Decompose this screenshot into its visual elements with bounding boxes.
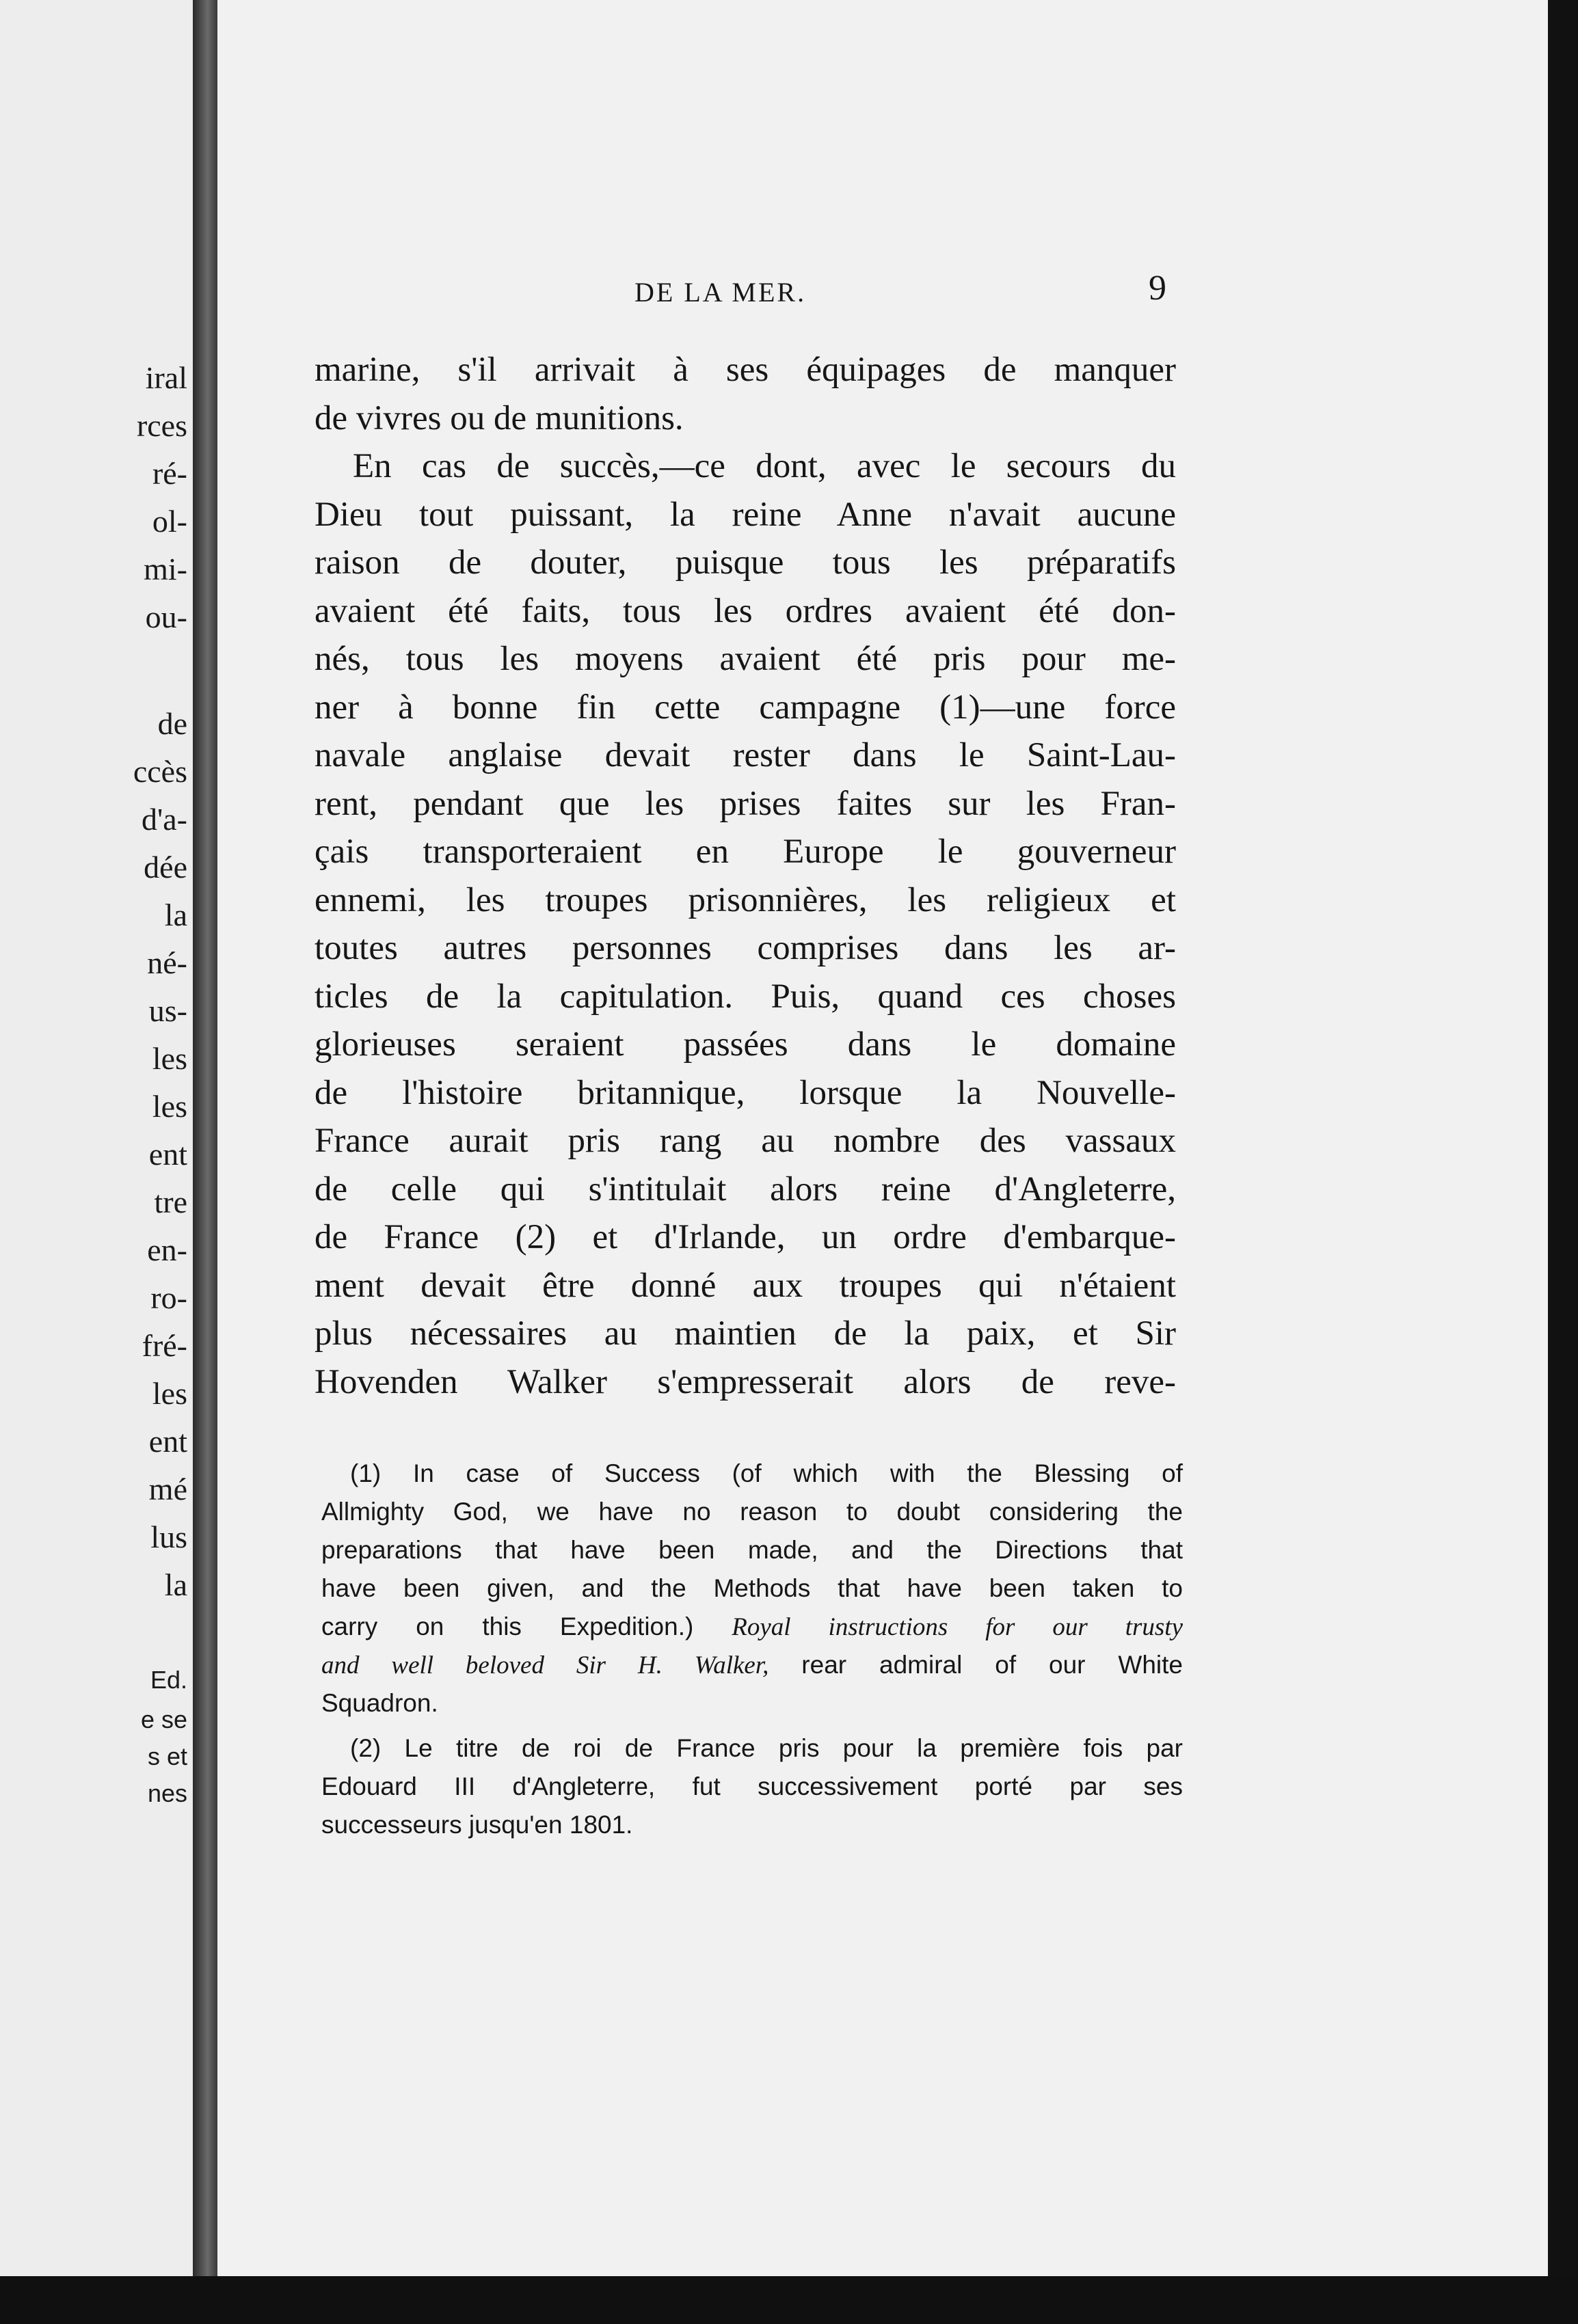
left-fragment: les xyxy=(152,1089,187,1124)
left-fragment: ro- xyxy=(150,1280,187,1315)
text-line: de France (2) et d'Irlande, un ordre d'embarque- xyxy=(315,1218,1176,1256)
text-line: ment devait être donné aux troupes qui n'étaient xyxy=(315,1266,1176,1305)
footnotes xyxy=(321,1455,1183,1844)
page-number: 9 xyxy=(1149,269,1166,308)
footnote-1-line: preparations that have been made, and the Directions that xyxy=(321,1536,1183,1564)
left-fragment: d'a- xyxy=(141,802,187,837)
left-footnote-fragment: nes xyxy=(147,1779,187,1807)
footnote-1-line: Squadron. xyxy=(321,1689,438,1717)
left-fragment: la xyxy=(164,1567,187,1602)
previous-page-fragment xyxy=(0,0,193,2276)
left-fragment: ré- xyxy=(152,456,187,491)
left-fragment: ol- xyxy=(152,504,187,539)
text-line: En cas de succès,—ce dont, avec le secours du xyxy=(353,447,1176,485)
footnote-1-source-title: and well beloved Sir H. Walker, xyxy=(321,1651,769,1679)
left-fragment: tre xyxy=(154,1185,187,1219)
text-line: Dieu tout puissant, la reine Anne n'avait aucune xyxy=(315,495,1176,534)
left-fragment: ent xyxy=(148,1137,187,1172)
left-footnote-fragment: e se xyxy=(140,1705,187,1733)
page-edge xyxy=(1548,0,1578,2324)
footnote-1-line xyxy=(321,1608,1183,1646)
text-line: de l'histoire britannique, lorsque la Nouvelle- xyxy=(315,1073,1176,1112)
footnote-1-line: have been given, and the Methods that have been taken to xyxy=(321,1574,1183,1602)
book-gutter xyxy=(193,0,217,2324)
text-line: ticles de la capitulation. Puis, quand ces choses xyxy=(315,977,1176,1016)
footnote-1-source-title: Royal instructions for our trusty xyxy=(732,1613,1183,1641)
text-line: nés, tous les moyens avaient été pris pour me- xyxy=(315,640,1176,678)
left-fragment: lus xyxy=(150,1519,187,1554)
footnote-1-line xyxy=(321,1646,1183,1684)
left-fragment: fré- xyxy=(142,1328,187,1363)
text-line: ennemi, les troupes prisonnières, les religieux et xyxy=(315,880,1176,919)
text-line: marine, s'il arrivait à ses équipages de manquer xyxy=(315,351,1176,389)
left-fragment: dée xyxy=(144,850,187,884)
text-line: plus nécessaires au maintien de la paix, et Sir xyxy=(315,1314,1176,1353)
left-fragment: les xyxy=(152,1041,187,1076)
text-line: de vivres ou de munitions. xyxy=(315,398,684,437)
left-fragment: la xyxy=(164,897,187,932)
footnote-1-text: carry on this Expedition.) xyxy=(321,1612,732,1640)
footnote-1-line: (1) In case of Success (of which with the Blessing of xyxy=(350,1459,1183,1487)
left-fragment: iral xyxy=(145,360,187,395)
text-line: çais transporteraient en Europe le gouverneur xyxy=(315,833,1176,871)
left-fragment: en- xyxy=(147,1232,187,1267)
footnote-2-line: (2) Le titre de roi de France pris pour la première fois par xyxy=(350,1734,1183,1762)
footnote-2-line: successeurs jusqu'en 1801. xyxy=(321,1811,633,1839)
text-line: de celle qui s'intitulait alors reine d'Angleterre, xyxy=(315,1170,1176,1208)
text-line: France aurait pris rang au nombre des vassaux xyxy=(315,1122,1176,1160)
running-head: DE LA MER. xyxy=(634,277,807,308)
footnote-1-text: rear admiral of our White xyxy=(768,1651,1183,1679)
footnote-1-line: Allmighty God, we have no reason to doubt considering the xyxy=(321,1498,1183,1526)
left-fragment: us- xyxy=(148,993,187,1028)
left-fragment: né- xyxy=(147,945,187,980)
text-line: toutes autres personnes comprises dans les ar- xyxy=(315,929,1176,967)
left-fragment: de xyxy=(157,706,187,741)
left-fragment: ent xyxy=(148,1424,187,1459)
left-fragment: ccès xyxy=(133,754,187,789)
left-footnote-fragment: s et xyxy=(147,1742,187,1770)
body-text xyxy=(315,346,1176,1406)
page-edge-bottom xyxy=(0,2276,1578,2324)
left-fragment: mi- xyxy=(144,552,187,586)
text-line: navale anglaise devait rester dans le Saint-Lau- xyxy=(315,736,1176,774)
text-line: ner à bonne fin cette campagne (1)—une force xyxy=(315,688,1176,727)
left-fragment: les xyxy=(152,1376,187,1411)
text-line: glorieuses seraient passées dans le domaine xyxy=(315,1025,1176,1064)
left-fragment: rces xyxy=(136,408,187,443)
text-line: raison de douter, puisque tous les préparatifs xyxy=(315,543,1176,582)
left-footnote-fragment: Ed. xyxy=(150,1666,187,1694)
left-fragment: ou- xyxy=(145,599,187,634)
left-fragment: mé xyxy=(148,1472,187,1506)
text-line: avaient été faits, tous les ordres avaient été don- xyxy=(315,591,1176,630)
footnote-2-line: Edouard III d'Angleterre, fut successivement porté par ses xyxy=(321,1772,1183,1800)
text-line: Hovenden Walker s'empresserait alors de reve- xyxy=(315,1362,1176,1401)
text-line: rent, pendant que les prises faites sur les Fran- xyxy=(315,784,1176,823)
